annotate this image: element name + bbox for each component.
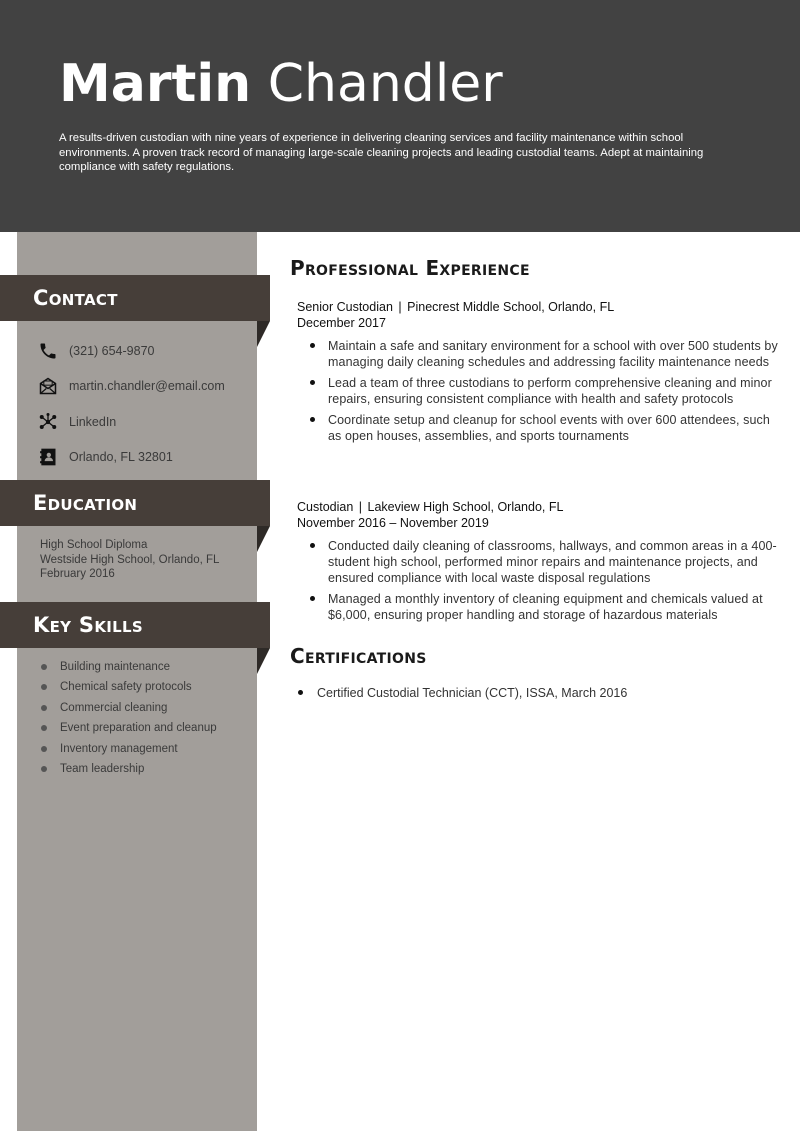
job-entry bbox=[297, 499, 782, 628]
contact-list bbox=[38, 333, 253, 475]
skills-list bbox=[40, 658, 217, 780]
education-title: Education bbox=[33, 491, 138, 515]
education-degree: High School Diploma bbox=[40, 539, 148, 551]
certification-item: Certified Custodial Technician (CCT), ISSA, March 2016 bbox=[297, 685, 627, 701]
job-dates: December 2017 bbox=[297, 316, 386, 330]
contact-location bbox=[38, 440, 253, 476]
contact-linkedin bbox=[38, 404, 253, 440]
contact-phone-text[interactable]: (321) 654-9870 bbox=[69, 343, 155, 358]
separator: | bbox=[398, 300, 402, 314]
job-bullets bbox=[297, 538, 782, 623]
summary: A results-driven custodian with nine years of experience in delivering cleaning services and facility maintenance within school environments. A proven track record of managing large-scale cleaning projects and leading custodial teams. Adept at maintaining compliance with safety regulations. bbox=[59, 132, 704, 173]
job-entry bbox=[297, 299, 782, 449]
certifications-heading: Certifications bbox=[290, 644, 427, 668]
job-bullets bbox=[297, 338, 782, 444]
job-role: Senior Custodian bbox=[297, 300, 393, 314]
contact-heading bbox=[0, 275, 270, 321]
education-school: Westside High School, Orlando, FL bbox=[40, 553, 220, 566]
heading-fold bbox=[257, 526, 270, 552]
contact-phone bbox=[38, 333, 253, 369]
contact-linkedin-text[interactable]: LinkedIn bbox=[69, 414, 117, 429]
skill-item: Commercial cleaning bbox=[40, 699, 217, 719]
last-name: Chandler bbox=[267, 54, 503, 114]
skills-heading bbox=[0, 602, 270, 648]
experience-heading: Professional Experience bbox=[290, 256, 530, 280]
education-entry bbox=[40, 538, 219, 582]
skill-item: Building maintenance bbox=[40, 658, 217, 678]
education-heading bbox=[0, 480, 270, 526]
education-date: February 2016 bbox=[40, 568, 115, 580]
linkedin-icon bbox=[38, 412, 58, 432]
job-employer: Lakeview High School, Orlando, FL bbox=[367, 500, 564, 514]
phone-icon bbox=[38, 341, 58, 361]
job-bullet: Managed a monthly inventory of cleaning equipment and chemicals valued at $6,000, ensuring proper handling and storage of hazardous materials bbox=[297, 591, 782, 623]
contact-email bbox=[38, 369, 253, 405]
heading-fold bbox=[257, 648, 270, 674]
job-role: Custodian bbox=[297, 500, 354, 514]
job-title-line bbox=[297, 499, 782, 515]
skill-item: Event preparation and cleanup bbox=[40, 719, 217, 739]
job-employer: Pinecrest Middle School, Orlando, FL bbox=[407, 300, 615, 314]
contact-location-text: Orlando, FL 32801 bbox=[69, 450, 173, 465]
contact-title: Contact bbox=[33, 286, 118, 310]
certifications-list bbox=[297, 685, 627, 701]
job-bullet: Maintain a safe and sanitary environment for a school with over 500 students by managing daily cleaning schedules and addressing facility maintenance needs bbox=[297, 338, 782, 370]
job-bullet: Conducted daily cleaning of classrooms, hallways, and common areas in a 400-student high school, performed minor repairs and maintenance projects, and ensured compliance with local waste disposal regulations bbox=[297, 538, 782, 586]
skill-item: Chemical safety protocols bbox=[40, 678, 217, 698]
header-banner bbox=[0, 0, 800, 232]
heading-fold bbox=[257, 321, 270, 347]
job-dates: November 2016 – November 2019 bbox=[297, 516, 489, 530]
job-title-line bbox=[297, 299, 782, 315]
location-icon bbox=[38, 447, 58, 467]
skill-item: Inventory management bbox=[40, 740, 217, 760]
job-bullet: Coordinate setup and cleanup for school events with over 600 attendees, such as open houses, assemblies, and sports tournaments bbox=[297, 412, 782, 444]
contact-email-text[interactable]: martin.chandler@email.com bbox=[69, 379, 225, 394]
candidate-name bbox=[59, 54, 503, 114]
skills-title: Key Skills bbox=[33, 613, 143, 637]
email-icon bbox=[38, 376, 58, 396]
first-name: Martin bbox=[59, 54, 252, 114]
skill-item: Team leadership bbox=[40, 760, 217, 780]
separator: | bbox=[358, 500, 363, 514]
job-bullet: Lead a team of three custodians to perform comprehensive cleaning and minor repairs, ensuring consistent compliance with health and safety protocols bbox=[297, 375, 782, 407]
